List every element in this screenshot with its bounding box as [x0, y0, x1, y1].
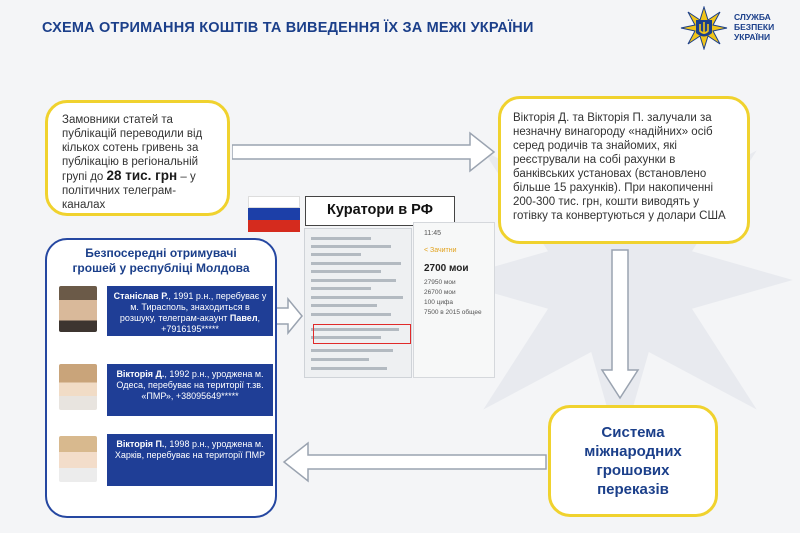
bank-statement-image: [304, 228, 412, 378]
system-box: Система міжнародних грошових переказів: [548, 405, 718, 517]
page-title: СХЕМА ОТРИМАННЯ КОШТІВ ТА ВИВЕДЕННЯ ЇХ ЗА МЕЖІ УКРАЇНИ: [42, 20, 534, 36]
moldova-title: Безпосередні отримувачі грошей у республіці Молдова: [72, 246, 250, 275]
highlight-frame: [313, 324, 411, 344]
person-card-stanislav: Станіслав Р., 1991 р.н., перебуває у м. Тирасполь, знаходиться в розшуку, телеграм-акаунт Павел, +7916195*****: [107, 286, 273, 336]
curators-label: Куратори в РФ: [305, 196, 455, 226]
arrow-left-icon: [280, 440, 548, 484]
orders-amount: 28 тис. грн: [106, 168, 178, 183]
arrow-down-icon: [600, 248, 640, 402]
person-photo: [59, 364, 97, 410]
victoria-text: Вікторія Д. та Вікторія П. залучали за незначну винагороду «надійних» осіб серед родичів та знайомих, які реєстрували на собі рахунки в банківських установах (встановлено більше 15 рахунків). При накопиченні 200-300 тис. грн, кошти виводять у готівку та конвертуються у долари США: [513, 112, 726, 222]
phone-screenshot: 11:45 < Зачитни 2700 мои 27950 мои 26700 мои 100 цифа 7500 в 2015 общее: [413, 222, 495, 378]
orders-box: Замовники статей та публікацій переводили від кількох сотень гривень за публікацію в регіональній групі до 28 тис. грн – у політичних телеграм-каналах: [45, 100, 230, 216]
logo-text: СЛУЖБА БЕЗПЕКИ УКРАЇНИ: [734, 12, 775, 42]
moldova-recipients-panel: [45, 238, 277, 518]
orders-text: Замовники статей та публікацій переводили від кількох сотень гривень за публікацію в регіональній групі до: [62, 114, 203, 183]
person-card-viktoria-p: Вікторія П., 1998 р.н., уроджена м. Харків, перебуває на території ПМР: [107, 434, 273, 486]
victoria-box: [498, 96, 750, 244]
person-photo: [59, 436, 97, 482]
arrow-right-icon: [232, 130, 498, 174]
person-photo: [59, 286, 97, 332]
russia-flag-icon: [248, 196, 300, 232]
person-card-viktoria-d: Вікторія Д., 1992 р.н., уроджена м. Одеса, перебуває на території т.зв. «ПМР», +38095649*****: [107, 364, 273, 416]
sbu-logo-icon: [680, 6, 728, 50]
